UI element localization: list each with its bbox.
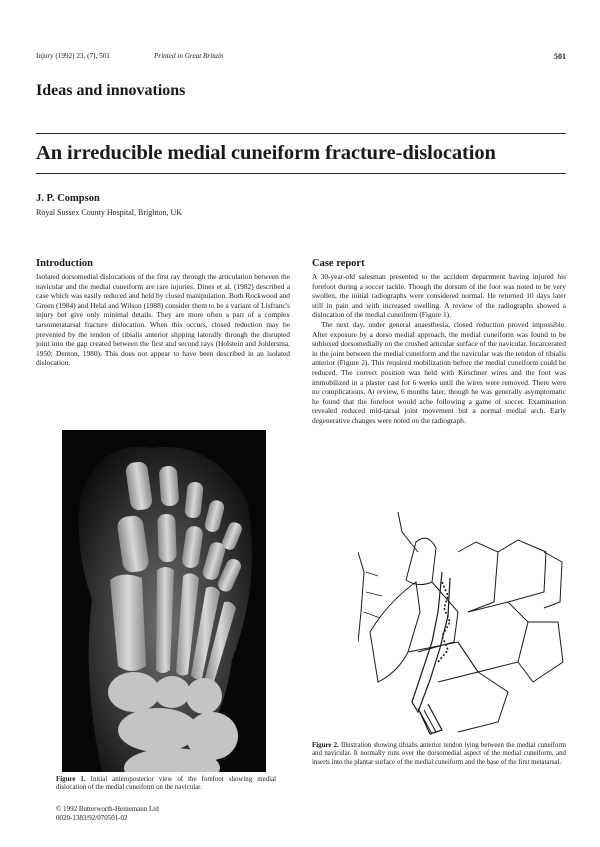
figure-2-label: Figure 2. (312, 742, 339, 749)
section-label: Ideas and innovations (36, 82, 186, 99)
copyright-block (56, 805, 159, 823)
figure-2-illustration (358, 512, 568, 738)
copyright-line: © 1992 Butterworth-Heinemann Ltd (56, 805, 159, 813)
journal-citation: Injury (1992) 23, (7), 501 (36, 52, 110, 60)
printed-note: Printed in Great Britain (154, 52, 224, 60)
case-report-text (312, 272, 566, 426)
title-rule-bottom (36, 173, 566, 174)
running-head (36, 52, 566, 64)
figure-1-radiograph (62, 430, 266, 772)
affiliation: Royal Sussex County Hospital, Brighton, UK (36, 208, 183, 217)
case-report-heading: Case report (312, 258, 365, 269)
case-paragraph-2: The next day, under general anaesthesia, closed reduction proved impossible. After exposure by a dorso medial approach, the medial cuneiform was found to be subluxed dorsomedially on the crushed articular surface of the navicular. Incarcerated in the joint between the medial cuneiform and the navicular was the tendon of tibialis anterior (Figure 2). This required mobilization before the medial cuneiform could be reduced. The correct position was held with Kirschner wires and the foot was immobilized in a plaster cast for 6 weeks until the wires were removed. There were no complications. At review, 6 months later, though he was generally asymptomatic he found that the forefoot would ache following a game of soccer. Examination revealed reduced mid-tarsal joint movement but a normal medial arch. Early degenerative changes were noted on the radiograph. (312, 319, 566, 425)
title-rule-top (36, 133, 566, 134)
issn-line: 0020-1383/92/070501-02 (56, 813, 128, 822)
figure-1-label: Figure 1. (56, 776, 86, 783)
page-number: 501 (554, 52, 566, 61)
radiograph-image (62, 430, 266, 772)
figure-1-caption (56, 776, 276, 793)
author: J. P. Compson (36, 193, 100, 204)
figure-1-caption-text: Initial anteroposterior view of the forefoot showing medial dislocation of the medial cuneiform on the navicular. (56, 776, 276, 792)
figure-2-caption (312, 742, 566, 767)
case-paragraph-1: A 30-year-old salesman presented to the accident department having injured his forefoot during a soccer tackle. Though the dorsum of the foot was noted to be very swollen, the initial radiographs were considered normal. He returned 10 days later still in pain and with increased swelling. A review of the radiographs showed a dislocation of the medial cuneiform (Figure 1). (312, 272, 566, 320)
article-title: An irreducible medial cuneiform fracture-dislocation (36, 142, 496, 164)
tendon-illustration (358, 512, 568, 738)
introduction-text: Isolated dorsomedial dislocations of the first ray through the articulation between the navicular and the medial cuneiform are rare injuries. Dines et al. (1982) described a case which was easily reduced and held by closed manipulation. Both Rockwood and Green (1984) and Helal and Wilson (1988) consider them to be a variant of Lisfranc's injury but give only minimal details. They are more often a part of a complex tarsometatarsal fracture dislocation. When this occurs, closed reduction may be prevented by the tendon of tibialis anterior slipping laterally through the disrupted joint into the gap created between the first and second rays (Holstein and Joldersma, 1950; Denton, 1980). This does not appear to have been described in an isolated dislocation. (36, 272, 290, 368)
figure-2-caption-text: Illustration showing tibialis anterior tendon lying between the medial cuneiform and navicular. It normally runs over the dorsomedial aspect of the medial cuneiform, and inserts into the plantar surface of the medial cuneiform and the base of the first metatarsal. (312, 742, 566, 766)
introduction-heading: Introduction (36, 258, 93, 269)
